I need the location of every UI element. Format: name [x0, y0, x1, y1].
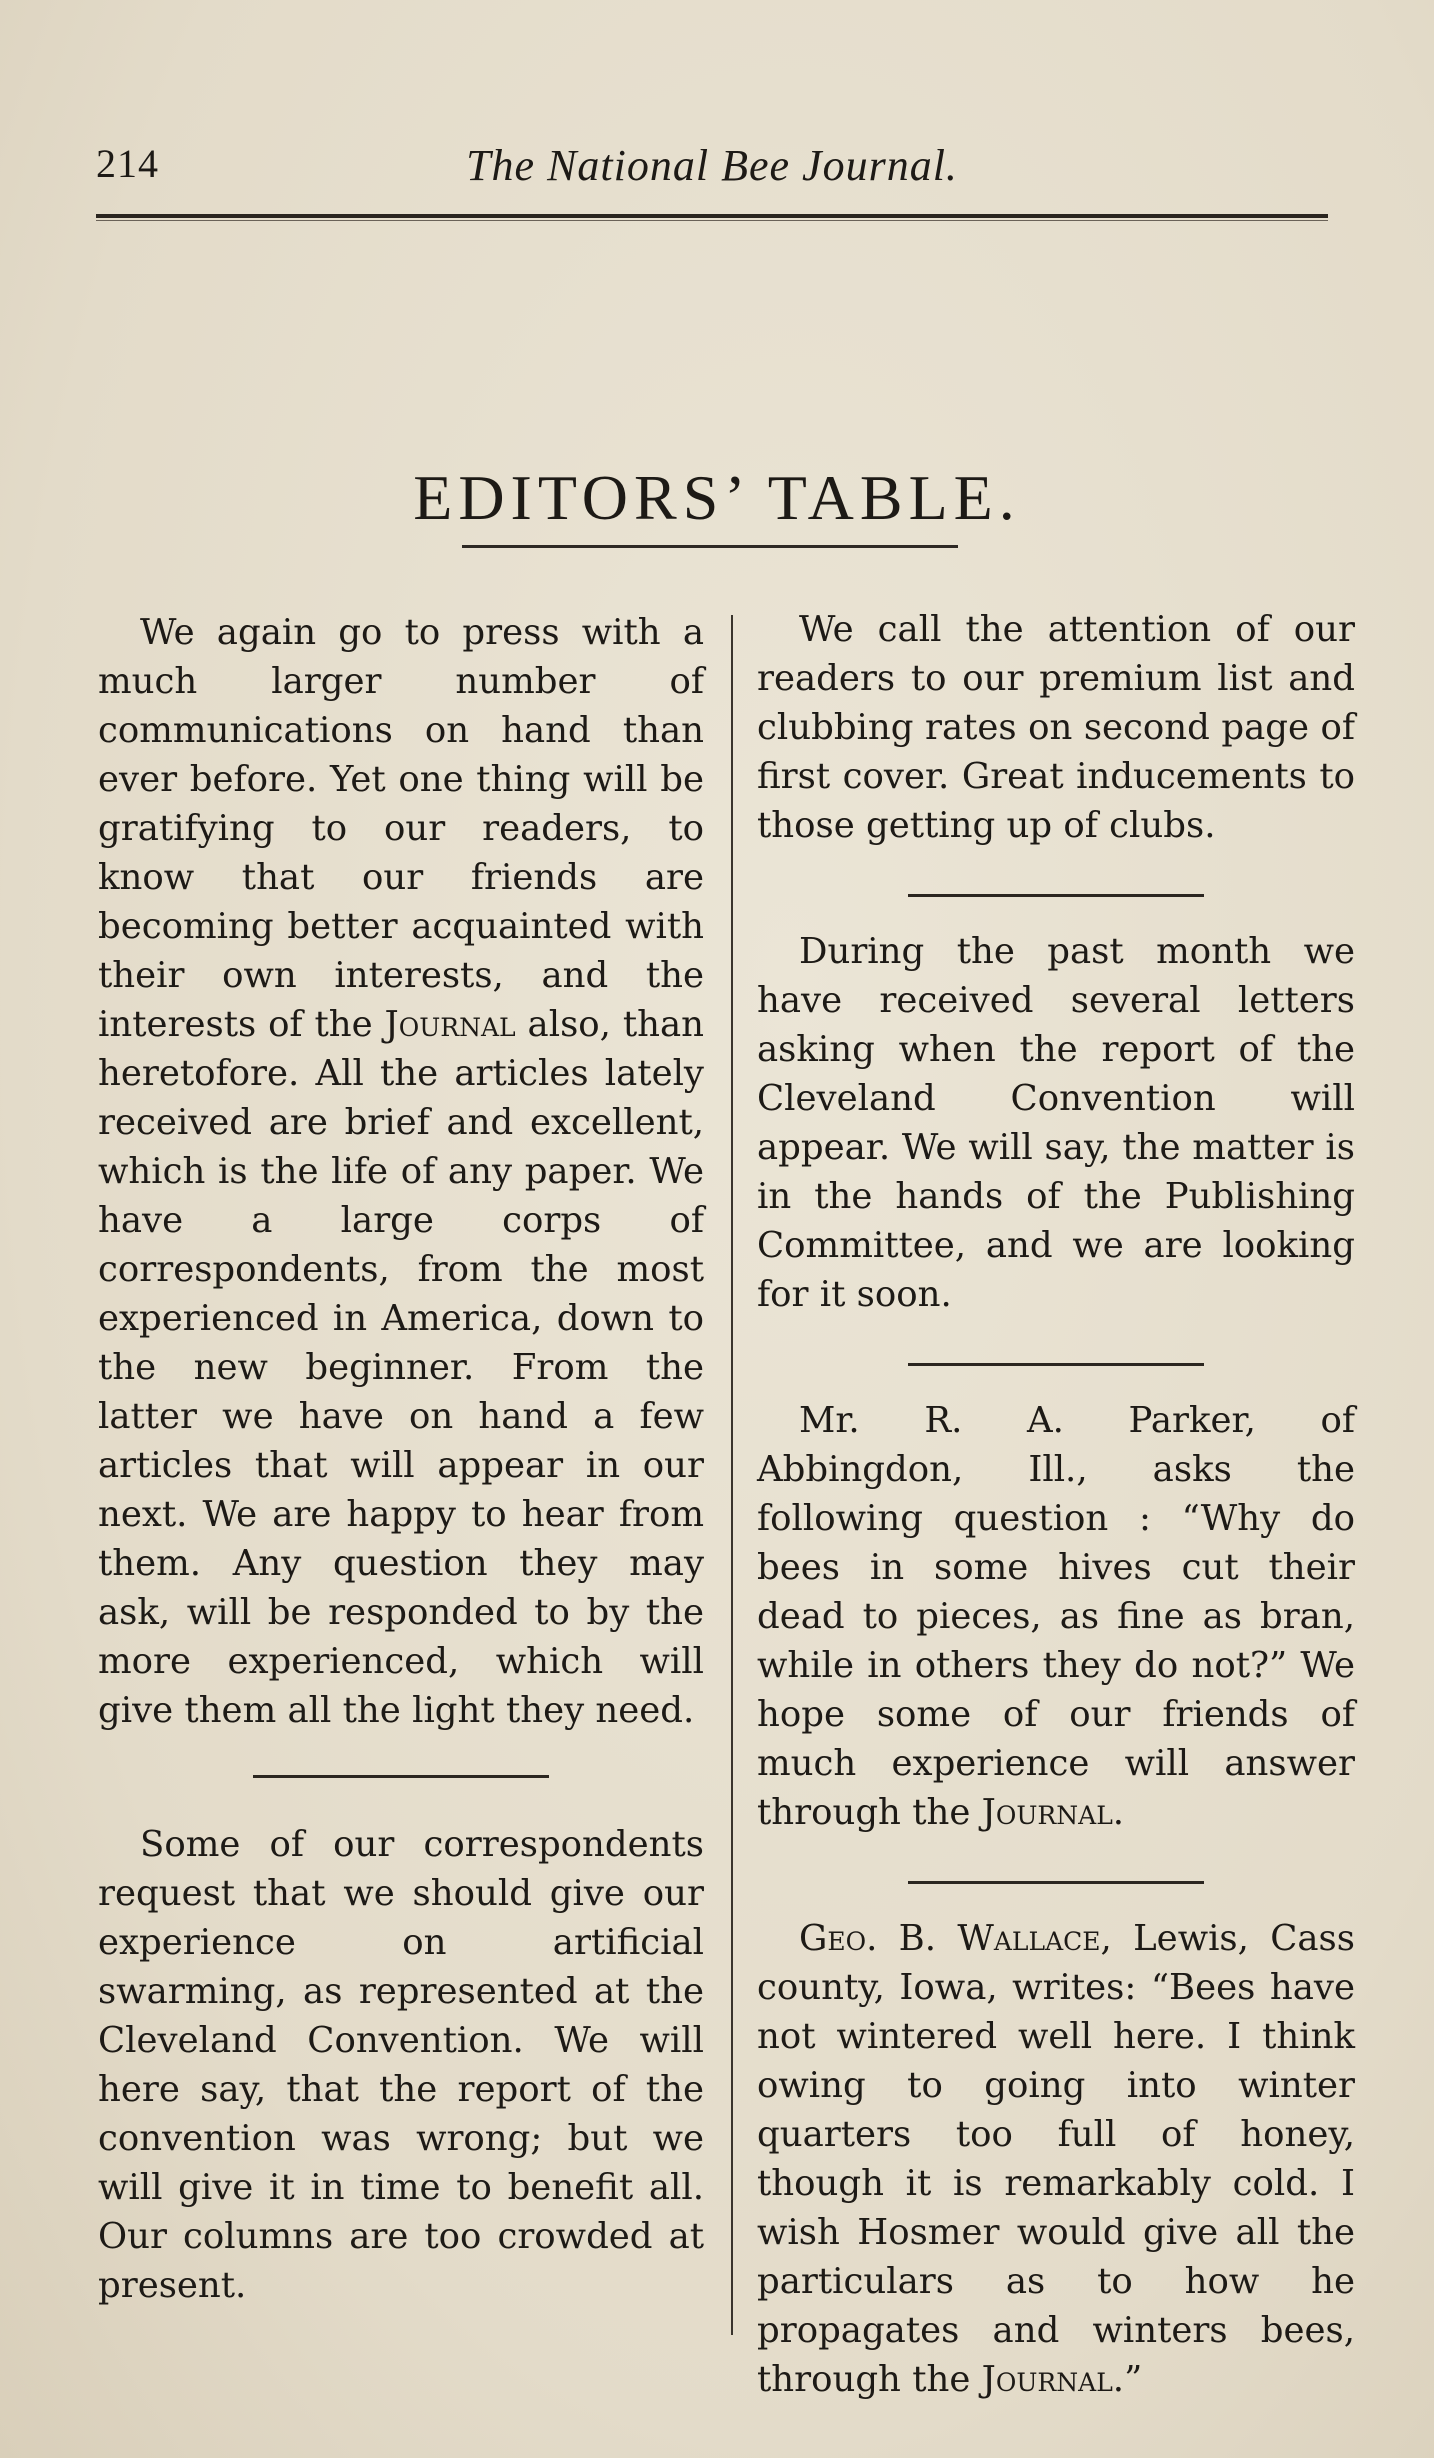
- paragraph-text: During the past month we have received several letters asking when the report of the Cleveland Convention will appear. We will say, the matter is in the hands of the Publishing Committee, and we are looking for it soon.: [757, 931, 1355, 1315]
- paragraph-text: also, than heretofore. All the articles lately received are brief and excellent, which is the life of any paper. We have a large corps of correspondents, from the most experienced in America, down to the new beginner. From the latter we have on hand a few articles that will appear in our next. We are happy to hear from them. Any question they may ask, will be responded to by the more experienced, which will give them all the light they need.: [98, 1004, 704, 1731]
- running-head: [96, 140, 1328, 200]
- header-rule: [96, 214, 1328, 218]
- paragraph-text: We call the attention of our readers to our premium list and clubbing rates on second page of first cover. Great inducements to those getting up of clubs.: [757, 609, 1355, 846]
- paragraph-text: We again go to press with a much larger number of communications on hand than ever before. Yet one thing will be gratifying to our readers, to know that our friends are becoming better acquainted with their own interests, and the interests of the: [98, 612, 704, 1045]
- separator-rule: [908, 894, 1204, 897]
- article-paragraph: [98, 1820, 704, 2310]
- header-rule-thin: [96, 220, 1328, 221]
- paragraph-text: Some of our correspondents request that we should give our experience on artificial swarming, as represented at the Cleveland Convention. We will here say, that the report of the convention was wrong; but we will give it in time to benefit all. Our columns are too crowded at present.: [98, 1824, 704, 2306]
- title-rule: [462, 545, 958, 548]
- paragraph-text: Lewis, Cass county, Iowa, writes: “Bees have not wintered well here. I think owing to going into winter quarters too full of honey, though it is remarkably cold. I wish Hosmer would give all the particulars as to how he propagates and winters bees, through the: [757, 1918, 1355, 2400]
- separator-rule: [908, 1363, 1204, 1366]
- article-paragraph: [757, 927, 1355, 1319]
- journal-name: Journal.: [981, 1792, 1125, 1833]
- column-divider: [731, 615, 733, 2335]
- left-column: [98, 608, 704, 2310]
- article-paragraph: [757, 605, 1355, 850]
- journal-name: Journal.: [981, 2359, 1125, 2400]
- journal-title: The National Bee Journal.: [466, 141, 958, 190]
- article-paragraph: [757, 1914, 1355, 2404]
- separator-rule: [908, 1881, 1204, 1884]
- closing-quote: ”: [1124, 2359, 1143, 2400]
- article-paragraph: [757, 1396, 1355, 1837]
- section-title: EDITORS’ TABLE.: [413, 461, 1021, 533]
- separator-rule: [253, 1775, 549, 1778]
- right-column: [757, 605, 1355, 2404]
- article-paragraph: [98, 608, 704, 1735]
- correspondent-name: Geo. B. Wallace,: [799, 1918, 1112, 1959]
- page-number: 214: [96, 141, 159, 186]
- paragraph-text: Mr. R. A. Parker, of Abbingdon, Ill., asks the following question : “Why do bees in some hives cut their dead to pieces, as fine as bran, while in others they do not?” We hope some of our friends of much experience will answer through the: [757, 1400, 1355, 1833]
- journal-name: Journal: [384, 1004, 516, 1045]
